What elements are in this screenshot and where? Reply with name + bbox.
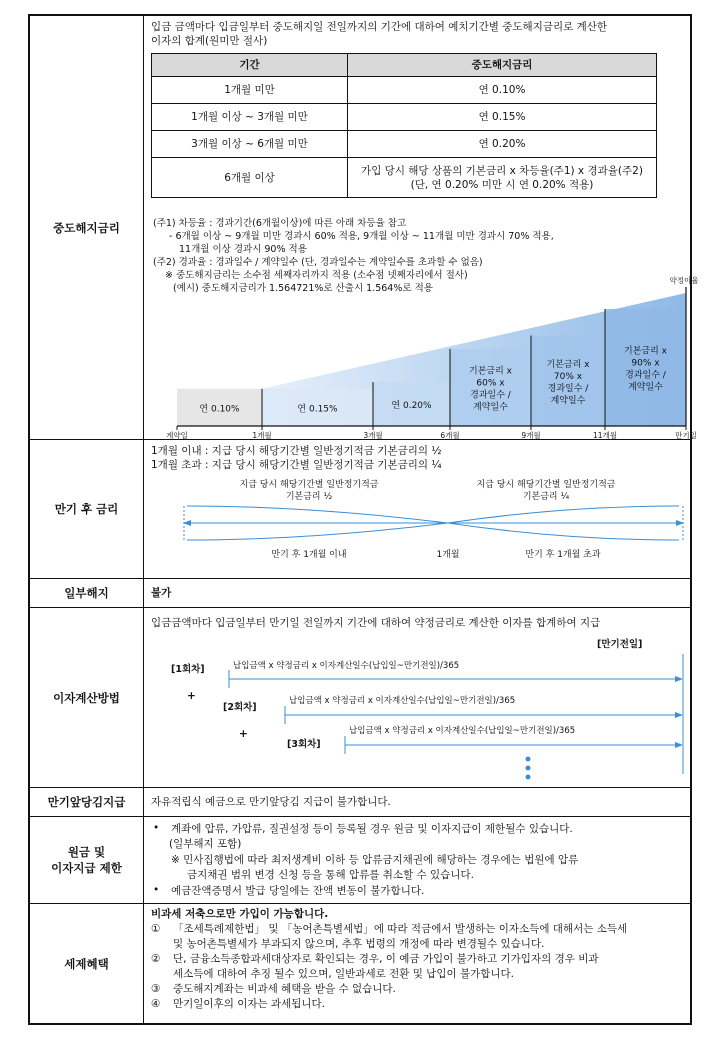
table-header-rate: 중도해지금리 bbox=[348, 54, 657, 77]
step-1-tag: [1회차] bbox=[171, 664, 205, 675]
note-1-detail-2: 11개월 이상 경과시 90% 적용 bbox=[179, 244, 307, 255]
segment-label: 계약일수 bbox=[473, 402, 508, 413]
arrow-right-icon bbox=[675, 742, 683, 748]
tax-item-num: ② bbox=[151, 953, 161, 965]
post-maturity-line-2: 1개월 초과 : 지급 당시 해당기간별 일반정기적금 기본금리의 ¼ bbox=[151, 459, 442, 471]
early-maturity-payment-value: 자유적립식 예금으로 만기앞당김 지급이 불가합니다. bbox=[151, 796, 391, 808]
segment-label: 기본금리 x bbox=[546, 359, 590, 370]
step-2-formula: 납입금액 x 약정금리 x 이자계산일수(납입일~만기전일)/365 bbox=[289, 696, 516, 706]
restriction-item-2-cont: 금지채권 범위 변경 신청 등을 통해 압류를 취소할 수 있습니다. bbox=[187, 869, 474, 881]
tax-item-num: ④ bbox=[151, 998, 161, 1010]
segment-label: 경과일수 / bbox=[625, 370, 666, 381]
note-2: (주2) 경과율 : 경과일수 / 계약일수 (단, 경과일수는 계약일수를 초과할 수 없음) bbox=[153, 257, 483, 268]
step-3-tag: [3회차] bbox=[287, 739, 321, 750]
arrow-right-icon bbox=[675, 712, 683, 718]
bullet-icon: • bbox=[153, 822, 160, 834]
tax-item-2-cont: 세소득에 대하여 추징 될수 있으며, 일반과세로 전환 및 납입이 불가합니다. bbox=[173, 968, 515, 980]
note-truncation: ※ 중도해지금리는 소수점 세째자리까지 적용 (소수점 넷째자리에서 절사) bbox=[165, 270, 468, 281]
row-early-termination bbox=[30, 16, 699, 440]
tax-item-3: 중도해지계좌는 비과세 혜택을 받을 수 없습니다. bbox=[173, 983, 396, 995]
segment-label: 70% x bbox=[553, 371, 583, 382]
content-tax-benefit bbox=[143, 904, 690, 1023]
within-month-label: 만기 후 1개월 이내 bbox=[271, 550, 347, 560]
segment-label: 경과일수 / bbox=[547, 383, 589, 394]
label-interest-method: 이자계산방법 bbox=[30, 608, 144, 787]
tick-label: 3개월 bbox=[363, 431, 383, 440]
content-interest-method bbox=[143, 608, 690, 787]
right-bracket-lower bbox=[448, 523, 679, 540]
table-cell-period: 1개월 이상 ~ 3개월 미만 bbox=[152, 104, 348, 131]
table-cell-rate: 연 0.20% bbox=[348, 131, 657, 158]
content-post-maturity bbox=[143, 440, 690, 578]
early-intro-line-1: 입금 금액마다 입금일부터 중도해지일 전일까지의 기간에 대하여 예치기간별 중도해지금리로 계산한 bbox=[151, 21, 608, 33]
restriction-item-1-note: (일부해지 포함) bbox=[169, 838, 242, 850]
content-early-termination bbox=[143, 16, 699, 440]
segment-label: 연 0.10% bbox=[199, 404, 240, 415]
label-post-maturity: 만기 후 금리 bbox=[30, 440, 144, 578]
rate-floor: (단, 연 0.20% 미만 시 연 0.20% 적용) bbox=[410, 178, 594, 191]
tax-item-2: 단, 금융소득종합과세대상자로 확인되는 경우, 이 예금 가입이 불가하고 기가입자의 경우 비과 bbox=[173, 953, 599, 965]
arrow-right-icon bbox=[675, 676, 683, 682]
label-partial-withdrawal: 일부해지 bbox=[30, 579, 144, 607]
content-payment-restriction bbox=[143, 817, 690, 903]
post-maturity-diagram bbox=[143, 440, 689, 579]
segment-label: 연 0.15% bbox=[297, 404, 338, 415]
plus-icon: + bbox=[239, 728, 248, 740]
rate-formula: 가입 당시 해당 상품의 기본금리 x 차등율(주1) x 경과율(주2) bbox=[361, 164, 643, 177]
plus-icon: + bbox=[187, 690, 196, 702]
row-interest-method bbox=[30, 608, 690, 788]
early-rate-chart bbox=[143, 16, 699, 440]
row-early-maturity-payment bbox=[30, 788, 690, 817]
tax-item-1-cont: 및 농어촌특별세가 부과되지 않으며, 추후 법령의 개정에 따라 변경될수 있습니다. bbox=[173, 938, 545, 950]
restriction-item-2: ※ 민사집행법에 따라 최저생계비 이하 등 압류금지채권에 해당하는 경우에는 법원에 압류 bbox=[171, 854, 579, 866]
segment-label: 90% x bbox=[631, 358, 660, 369]
row-payment-restriction bbox=[30, 817, 690, 904]
segment-label: 기본금리 x bbox=[469, 366, 512, 377]
tax-item-1: 「조세특례제한법」 및 「농어촌특별세법」에 따라 적금에서 발생하는 이자소득에 대해서는 소득세 bbox=[173, 923, 628, 935]
label-tax-benefit: 세제혜택 bbox=[30, 904, 144, 1023]
table-cell-rate: 연 0.15% bbox=[348, 104, 657, 131]
tax-item-num: ③ bbox=[151, 983, 161, 995]
right-period-text: 기본금리 ¼ bbox=[522, 492, 570, 502]
step-2-tag: [2회차] bbox=[223, 702, 257, 713]
ellipsis-dot-icon bbox=[526, 766, 531, 771]
tax-headline: 비과세 저축으로만 가입이 가능합니다. bbox=[151, 908, 329, 920]
label-early-termination: 중도해지금리 bbox=[30, 16, 144, 439]
note-1: (주1) 차등율 : 경과기간(6개월이상)에 따른 아래 차등율 참고 bbox=[153, 218, 407, 229]
after-month-label: 만기 후 1개월 초과 bbox=[525, 550, 601, 560]
table-header-period: 기간 bbox=[152, 54, 348, 77]
early-intro-line-2: 이자의 합계(원미만 절사) bbox=[151, 35, 268, 47]
label-payment-restriction: 원금 및 이자지급 제한 bbox=[30, 817, 144, 903]
segment-label: 계약일수 bbox=[628, 382, 663, 393]
row-partial-withdrawal bbox=[30, 579, 690, 608]
row-tax-benefit bbox=[30, 904, 690, 1023]
segment-label: 기본금리 x bbox=[624, 346, 667, 357]
note-example: (예시) 중도해지금리가 1.564721%로 산출시 1.564%로 적용 bbox=[173, 283, 433, 294]
interest-intro: 입금금액마다 입금일부터 만기일 전일까지 기간에 대하여 약정금리로 계산한 이자를 합계하여 지급 bbox=[151, 617, 601, 629]
left-period-text: 기본금리 ½ bbox=[285, 492, 333, 502]
label-early-maturity-payment: 만기앞당김지급 bbox=[30, 788, 144, 816]
left-bracket-lower bbox=[187, 523, 448, 540]
left-bracket bbox=[187, 506, 448, 523]
table-cell-period: 6개월 이상 bbox=[152, 158, 348, 198]
table-cell-period: 3개월 이상 ~ 6개월 미만 bbox=[152, 131, 348, 158]
tick-label: 9개월 bbox=[521, 431, 541, 440]
content-early-maturity-payment bbox=[143, 788, 690, 816]
tick-label: 6개월 bbox=[440, 431, 460, 440]
right-period-text: 지급 당시 해당기간별 일반정기적금 bbox=[476, 480, 616, 490]
partial-withdrawal-value: 불가 bbox=[151, 587, 172, 599]
interest-arrows bbox=[143, 608, 689, 788]
step-1-formula: 납입금액 x 약정금리 x 이자계산일수(납입일~만기전일)/365 bbox=[233, 661, 460, 671]
maturity-eve-label: [만기전일] bbox=[597, 639, 643, 650]
step-3-formula: 납입금액 x 약정금리 x 이자계산일수(납입일~만기전일)/365 bbox=[349, 726, 576, 736]
tick-label: 1개월 bbox=[252, 431, 272, 440]
restriction-item-1: 계좌에 압류, 가압류, 질권설정 등이 등록될 경우 원금 및 이자지급이 제한될수 있습니다. bbox=[171, 823, 573, 835]
tick-label: 만기일 bbox=[675, 431, 697, 440]
segment-label: 60% x bbox=[476, 378, 505, 389]
post-maturity-line-1: 1개월 이내 : 지급 당시 해당기간별 일반정기적금 기본금리의 ½ bbox=[151, 445, 442, 457]
restriction-item-3: 예금잔액증명서 발급 당일에는 잔액 변동이 불가합니다. bbox=[171, 885, 425, 897]
tax-item-4: 만기일이후의 이자는 과세됩니다. bbox=[173, 998, 326, 1010]
segment-label: 경과일수 / bbox=[470, 390, 511, 401]
ellipsis-dot-icon bbox=[526, 757, 531, 762]
one-month-label: 1개월 bbox=[436, 550, 460, 560]
tick-label: 11개월 bbox=[592, 431, 618, 440]
contract-rate-label: 약정이율 bbox=[669, 276, 699, 285]
content-partial-withdrawal bbox=[143, 579, 690, 607]
row-post-maturity bbox=[30, 440, 690, 579]
table-cell-rate: 연 0.10% bbox=[348, 77, 657, 104]
segment-label: 계약일수 bbox=[550, 395, 586, 406]
left-period-text: 지급 당시 해당기간별 일반정기적금 bbox=[239, 480, 379, 490]
tick-label: 계약일 bbox=[166, 431, 188, 440]
bullet-icon: • bbox=[153, 884, 160, 896]
note-1-detail: - 6개월 이상 ~ 9개월 미만 경과시 60% 적용, 9개월 이상 ~ 11개월 미만 경과시 70% 적용, bbox=[169, 231, 554, 242]
tax-item-num: ① bbox=[151, 923, 161, 935]
ellipsis-dot-icon bbox=[526, 775, 531, 780]
segment-label: 연 0.20% bbox=[391, 401, 432, 412]
right-bracket bbox=[448, 506, 679, 523]
product-terms-document bbox=[28, 14, 699, 1025]
table-cell-period: 1개월 미만 bbox=[152, 77, 348, 104]
